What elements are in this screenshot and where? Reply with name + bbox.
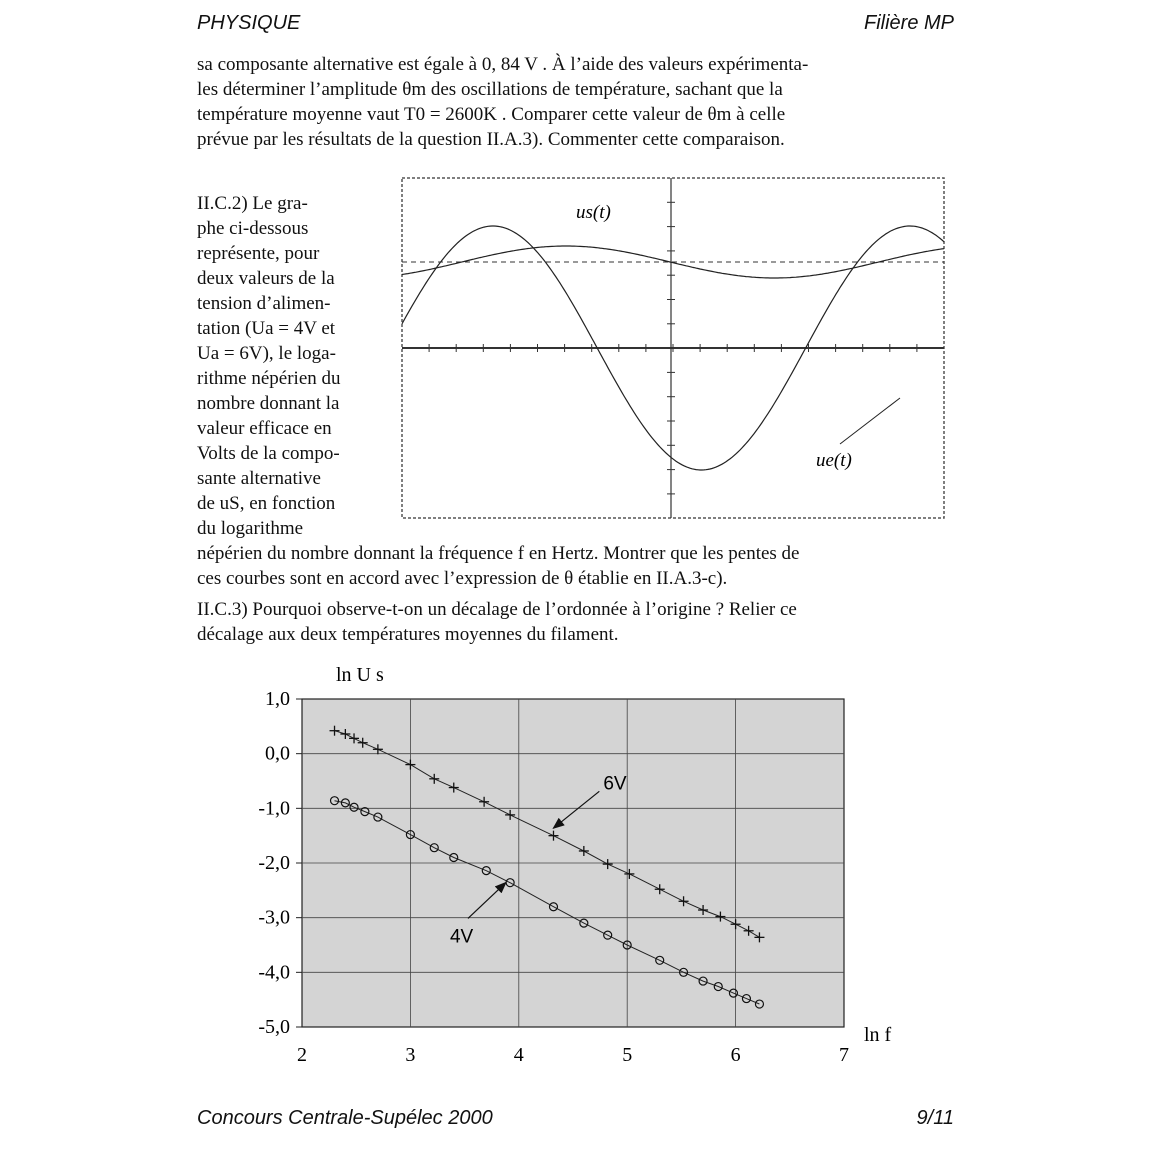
- p1-line2: les déterminer l’amplitude θm des oscillations de température, sachant que la: [197, 79, 783, 100]
- x-tick-label: 2: [297, 1044, 307, 1066]
- p1-line3: température moyenne vaut T0 = 2600K . Comparer cette valeur de θm à celle: [197, 104, 786, 125]
- p3-line2: décalage aux deux températures moyennes du filament.: [197, 624, 619, 645]
- y-tick-label: -3,0: [258, 906, 290, 929]
- p2-line-after1: népérien du nombre donnant la fréquence f en Hertz. Montrer que les pentes de: [197, 543, 800, 564]
- oscillogram-figure: [400, 176, 946, 520]
- p2-side-line: II.C.2) Le gra-: [197, 193, 308, 214]
- y-tick-label: -5,0: [258, 1016, 290, 1038]
- header-right: Filière MP: [863, 12, 954, 34]
- us-label: us(t): [576, 202, 611, 223]
- p2-side-line: valeur efficace en: [197, 418, 332, 439]
- y-tick-labels: [258, 688, 302, 1038]
- y-tick-label: 0,0: [265, 742, 290, 765]
- paragraph-2-side: [197, 191, 379, 541]
- p2-side-line: sante alternative: [197, 468, 321, 489]
- y-tick-label: 1,0: [265, 688, 290, 710]
- x-tick-label: 4: [513, 1044, 524, 1066]
- p2-side-line: phe ci-dessous: [197, 218, 309, 239]
- x-tick-label: 3: [405, 1044, 416, 1066]
- p2-side-line: Volts de la compo-: [197, 443, 340, 464]
- label-6v: 6V: [603, 773, 627, 795]
- p2-side-line: de uS, en fonction: [197, 493, 336, 514]
- p2-side-line: deux valeurs de la: [197, 268, 335, 289]
- header-left: PHYSIQUE: [197, 12, 301, 34]
- label-4v: 4V: [449, 926, 474, 948]
- paragraph-3: [197, 597, 955, 647]
- p1-line4: prévue par les résultats de la question II.A.3). Commenter cette comparaison.: [197, 129, 785, 150]
- ln-us-vs-ln-f-chart: [240, 655, 920, 1075]
- p3-line1: II.C.3) Pourquoi observe-t-on un décalage de l’ordonnée à l’origine ? Relier ce: [197, 599, 797, 620]
- y-tick-label: -2,0: [258, 852, 290, 874]
- paragraph-1: [197, 52, 955, 152]
- p2-side-line: tation (Ua = 4V et: [197, 318, 336, 339]
- p2-side-line: nombre donnant la: [197, 393, 340, 414]
- p2-line-after2: ces courbes sont en accord avec l’expression de θ établie en II.A.3-c).: [197, 568, 728, 589]
- footer-right: 9/11: [916, 1107, 954, 1129]
- p2-side-line: du logarithme: [197, 518, 304, 539]
- p2-side-line: tension d’alimen-: [197, 293, 331, 314]
- y-tick-label: -1,0: [258, 797, 290, 820]
- p2-side-line: rithme népérien du: [197, 368, 341, 389]
- p1-line1: sa composante alternative est égale à 0, 84 V . À l’aide des valeurs expérimenta-: [197, 54, 809, 75]
- y-axis-label: ln U s: [336, 664, 384, 686]
- x-axis-label: ln f: [864, 1024, 892, 1046]
- paragraph-2-rest: [197, 541, 955, 591]
- p2-side-line: représente, pour: [197, 243, 320, 264]
- x-tick-label: 7: [839, 1044, 849, 1066]
- x-tick-label: 5: [622, 1044, 633, 1066]
- ue-label: ue(t): [816, 450, 852, 471]
- footer-left: Concours Centrale-Supélec 2000: [197, 1107, 493, 1129]
- y-tick-label: -4,0: [258, 961, 290, 984]
- p2-side-line: Ua = 6V), le loga-: [197, 343, 336, 364]
- x-tick-labels: [297, 1044, 849, 1066]
- x-tick-label: 6: [730, 1044, 741, 1066]
